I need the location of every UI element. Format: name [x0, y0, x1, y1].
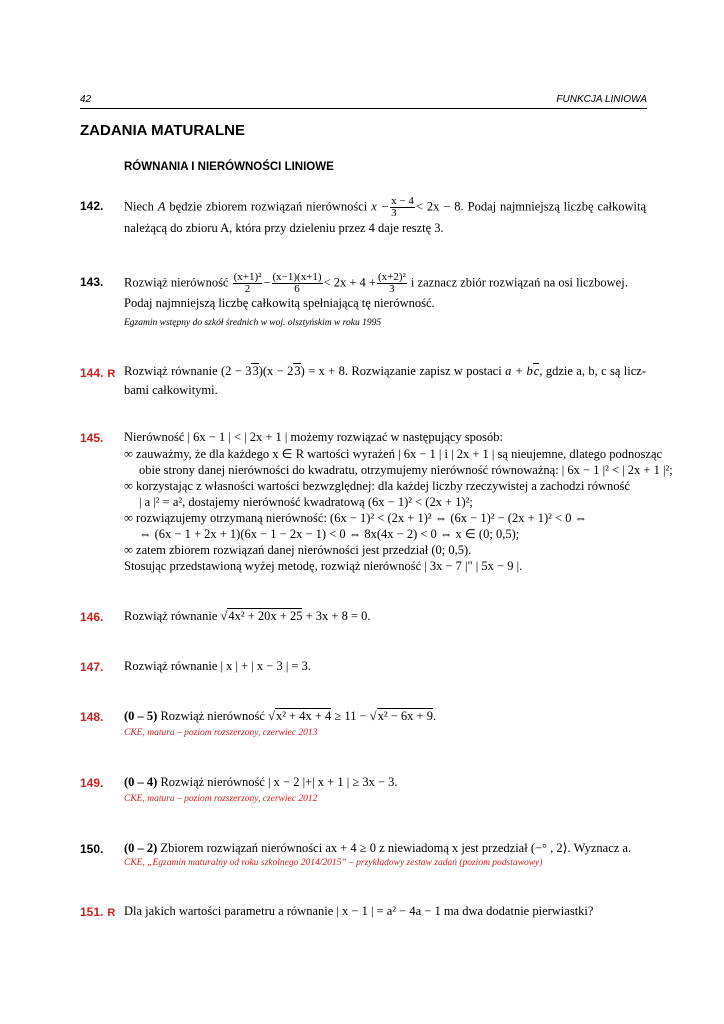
task-number-146: 146.	[80, 610, 104, 624]
extended-level-mark: R	[107, 907, 116, 919]
task-number-147: 147.	[80, 660, 104, 674]
task-142-line-2: należącą do zbioru A, która przy dzieleniu przez 4 daje resztę 3.	[124, 221, 444, 235]
task-145-bullet-4: ∞ zatem zbiorem rozwiązań danej nierówności jest przedział (0; 0,5).	[124, 543, 472, 557]
task-144-line-2: bami całkowitymi.	[124, 383, 218, 397]
task-151-line: Dla jakich wartości parametru a równanie | x − 1 | = a² − 4a − 1 ma dwa dodatnie pierwiastki?	[124, 904, 594, 918]
task-145-last-line: Stosując przedstawioną wyżej metodę, rozwiąż nierówność | 3x − 7 |" | 5x − 9 |.	[124, 559, 523, 573]
task-145-bullet-1b: obie strony danej nierówności do kwadratu, otrzymujemy nierówność równoważną: | 6x − 1 |² < | 2x + 1 |²;	[139, 463, 673, 477]
task-number-148: 148.	[80, 710, 104, 724]
task-145-line-1: Nierówność | 6x − 1 | < | 2x + 1 | możemy rozwiązać w następujący sposób:	[124, 430, 503, 444]
points-range: (0 – 4)	[124, 775, 158, 789]
task-145-bullet-2a: ∞ korzystając z własności wartości bezwzględnej: dla każdej liczby rzeczywistej a zachodzi równość	[124, 479, 630, 493]
points-range: (0 – 2)	[124, 841, 158, 855]
task-143-line-1: Rozwiąż nierówność $\frac{\text{(x+1)²}}{2}$ − $\frac{(x-1)(x+1)}{6}$ < 2x + 4 + $\frac{\text{(x+2)²}}{3}$ i zaznacz zbiór rozwiązań na osi liczbowej.	[124, 271, 628, 295]
page-number: 42	[80, 94, 92, 105]
points-range: (0 – 5)	[124, 709, 158, 723]
task-144-line-1: Rozwiąż równanie (2 − 33)(x − 23) = x + 8. Rozwiązanie zapisz w postaci a + bc, gdzie a, b, c są licz-	[124, 364, 646, 378]
chapter-title: FUNKCJA LINIOWA	[556, 94, 647, 105]
running-header	[80, 92, 647, 109]
task-147-line: Rozwiąż równanie | x | + | x − 3 | = 3.	[124, 659, 312, 673]
task-145-bullet-2b: | a |² = a², dostajemy nierówność kwadratową (6x − 1)² < (2x + 1)²;	[139, 495, 473, 509]
task-number-143: 143.	[80, 275, 104, 289]
subsection-title: RÓWNANIA I NIERÓWNOŚCI LINIOWE	[124, 161, 334, 173]
extended-level-mark: R	[107, 368, 116, 380]
task-142-line-1: Niech A będzie zbiorem rozwiązań nierówności x − $\frac{x - 4}{3}$ < 2x − 8. Podaj najmniejszą liczbę całkowitą	[124, 195, 647, 219]
task-150-line: (0 – 2) Zbiorem rozwiązań nierówności ax + 4 ≥ 0 z niewiadomą x jest przedział (−° , 2⟩. Wyznacz a.	[124, 841, 632, 855]
task-149-line: (0 – 4) Rozwiąż nierówność | x − 2 |+| x + 1 | ≥ 3x − 3.	[124, 775, 398, 789]
task-number-150: 150.	[80, 842, 104, 856]
source-note-150: CKE, „Egzamin maturalny od roku szkolnego 2014/2015” – przykładowy zestaw zadań (poziom podstawowy)	[124, 858, 543, 868]
fraction: $\frac{x - 4}{3}$	[391, 195, 414, 219]
task-number-149: 149.	[80, 776, 104, 790]
task-145-bullet-3a: ∞ rozwiązujemy otrzymaną nierówność: (6x − 1)² < (2x + 1)² ⇔ (6x − 1)² − (2x + 1)² < 0 ⇔	[124, 511, 588, 525]
task-145-bullet-3b: ⇔ (6x − 1 + 2x + 1)(6x − 1 − 2x − 1) < 0 ⇔ 8x(4x − 2) < 0 ⇔ x ∈ (0; 0,5);	[139, 527, 520, 541]
task-number-151: 151. R	[80, 905, 116, 919]
task-148-line: (0 – 5) Rozwiąż nierówność √x² + 4x + 4 ≥ 11 − √x² − 6x + 9.	[124, 709, 437, 723]
task-143-line-2: Podaj najmniejszą liczbę całkowitą spełniającą tę nierówność.	[124, 296, 435, 310]
task-145-bullet-1a: ∞ zauważmy, że dla każdego x ∈ R wartości wyrażeń | 6x − 1 | i | 2x + 1 | są nieujemne, dlatego podnosząc	[124, 447, 663, 461]
source-note-143: Egzamin wstępny do szkół średnich w woj. olsztyńskim w roku 1995	[124, 318, 382, 328]
task-number-144: 144. R	[80, 366, 116, 380]
section-title: ZADANIA MATURALNE	[80, 122, 245, 139]
source-note-148: CKE, matura – poziom rozszerzony, czerwiec 2013	[124, 728, 318, 738]
task-number-142: 142.	[80, 199, 104, 213]
task-146-line: Rozwiąż równanie √4x² + 20x + 25 + 3x + 8 = 0.	[124, 609, 371, 623]
source-note-149: CKE, matura – poziom rozszerzony, czerwiec 2012	[124, 794, 318, 804]
task-number-145: 145.	[80, 431, 104, 445]
